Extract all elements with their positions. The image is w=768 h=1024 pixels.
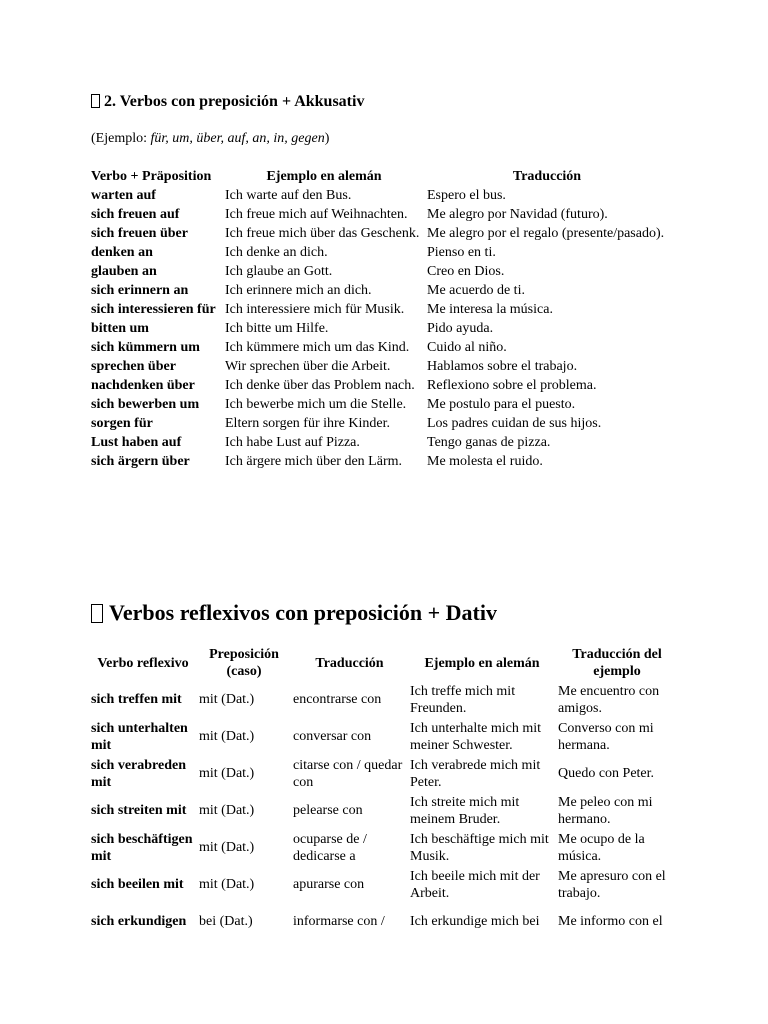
- table-cell: Ich denke über das Problem nach.: [225, 378, 415, 393]
- table-cell: warten auf: [91, 188, 156, 203]
- table-row: [89, 755, 678, 792]
- table-cell: Pienso en ti.: [427, 245, 496, 260]
- table-cell: mit (Dat.): [199, 803, 255, 818]
- table-cell: Ich bewerbe mich um die Stelle.: [225, 397, 407, 412]
- table-cell: Converso con mi hermana.: [558, 720, 654, 753]
- table-cell: Eltern sorgen für ihre Kinder.: [225, 416, 390, 431]
- table-row: [89, 281, 669, 300]
- table-cell: Ich unterhalte mich mit meiner Schwester.: [410, 720, 542, 753]
- table-cell: sich freuen auf: [91, 207, 180, 222]
- table-cell: Ich glaube an Gott.: [225, 264, 333, 279]
- table-cell: Ich warte auf den Bus.: [225, 188, 352, 203]
- column-header: Traducción del ejemplo: [572, 647, 662, 679]
- table-cell: Tengo ganas de pizza.: [427, 435, 551, 450]
- table-cell: Ich ärgere mich über den Lärm.: [225, 454, 402, 469]
- table-row: [89, 357, 669, 376]
- table-cell: sprechen über: [91, 359, 176, 374]
- table-cell: Me encuentro con amigos.: [558, 683, 660, 716]
- table-cell: denken an: [91, 245, 153, 260]
- table-cell: Ich freue mich über das Geschenk.: [225, 226, 420, 241]
- table-cell: Me alegro por el regalo (presente/pasado).: [427, 226, 665, 241]
- table-cell: Ich erkundige mich bei: [410, 914, 540, 929]
- section-dativ-heading: [91, 600, 497, 626]
- table-cell: ocuparse de / dedicarse a: [293, 831, 367, 864]
- missing-glyph-icon: [91, 604, 103, 623]
- table-cell: Ich denke an dich.: [225, 245, 328, 260]
- table-cell: Ich beschäftige mich mit Musik.: [410, 831, 549, 864]
- section-akkusativ-title: 2. Verbos con preposición + Akkusativ: [104, 93, 365, 110]
- table-cell: mit (Dat.): [199, 840, 255, 855]
- table-row: [89, 186, 669, 205]
- table-row: [89, 243, 669, 262]
- table-row: [89, 681, 678, 718]
- column-header: Preposición (caso): [209, 647, 279, 679]
- table-cell: sich kümmern um: [91, 340, 200, 355]
- table-cell: mit (Dat.): [199, 729, 255, 744]
- table-cell: Los padres cuidan de sus hijos.: [427, 416, 602, 431]
- table-row: [89, 300, 669, 319]
- table-row: [89, 224, 669, 243]
- table-cell: Me informo con el: [558, 914, 663, 929]
- column-header: Verbo + Präposition: [91, 169, 212, 184]
- table-cell: Me apresuro con el trabajo.: [558, 868, 666, 901]
- table-cell: Ich beeile mich mit der Arbeit.: [410, 868, 540, 901]
- example-prepositions: (Ejemplo: für, um, über, auf, an, in, gegen): [91, 131, 330, 146]
- table-row: [89, 338, 669, 357]
- table-header-row: [89, 645, 678, 681]
- table-cell: sich interessieren für: [91, 302, 216, 317]
- table-row: [89, 903, 678, 940]
- table-cell: bitten um: [91, 321, 149, 336]
- table-row: [89, 376, 669, 395]
- table-row: [89, 829, 678, 866]
- table-cell: Me interesa la música.: [427, 302, 553, 317]
- column-header: Traducción: [315, 655, 384, 671]
- table-cell: Ich verabrede mich mit Peter.: [410, 757, 541, 790]
- table-cell: pelearse con: [293, 803, 363, 818]
- table-row: [89, 866, 678, 903]
- table-cell: mit (Dat.): [199, 877, 255, 892]
- akkusativ-table: [89, 167, 669, 471]
- table-cell: Ich streite mich mit meinem Bruder.: [410, 794, 520, 827]
- table-cell: sich unterhalten mit: [91, 720, 188, 753]
- table-row: [89, 205, 669, 224]
- table-cell: Pido ayuda.: [427, 321, 494, 336]
- table-cell: sorgen für: [91, 416, 153, 431]
- table-cell: Me molesta el ruido.: [427, 454, 543, 469]
- table-cell: sich streiten mit: [91, 803, 187, 818]
- table-cell: sich erinnern an: [91, 283, 189, 298]
- table-cell: Reflexiono sobre el problema.: [427, 378, 597, 393]
- table-cell: Me peleo con mi hermano.: [558, 794, 653, 827]
- table-row: [89, 319, 669, 338]
- table-cell: mit (Dat.): [199, 692, 255, 707]
- table-cell: Creo en Dios.: [427, 264, 505, 279]
- table-cell: Wir sprechen über die Arbeit.: [225, 359, 391, 374]
- table-cell: Me postulo para el puesto.: [427, 397, 576, 412]
- table-cell: Ich interessiere mich für Musik.: [225, 302, 405, 317]
- table-row: [89, 395, 669, 414]
- table-cell: Ich kümmere mich um das Kind.: [225, 340, 410, 355]
- table-header-row: [89, 167, 669, 186]
- table-cell: Me alegro por Navidad (futuro).: [427, 207, 608, 222]
- column-header: Traducción: [512, 169, 582, 184]
- table-cell: informarse con /: [293, 914, 385, 929]
- table-cell: sich treffen mit: [91, 692, 182, 707]
- column-header: Verbo reflexivo: [97, 655, 189, 671]
- dativ-table: [89, 645, 678, 940]
- table-row: [89, 262, 669, 281]
- table-cell: Lust haben auf: [91, 435, 182, 450]
- table-cell: Ich treffe mich mit Freunden.: [410, 683, 516, 716]
- table-cell: glauben an: [91, 264, 157, 279]
- table-cell: Ich freue mich auf Weihnachten.: [225, 207, 408, 222]
- table-cell: conversar con: [293, 729, 372, 744]
- table-cell: Ich erinnere mich an dich.: [225, 283, 372, 298]
- table-row: [89, 718, 678, 755]
- column-header: Ejemplo en alemán: [424, 655, 540, 671]
- table-row: [89, 452, 669, 471]
- table-cell: Quedo con Peter.: [558, 766, 655, 781]
- table-cell: encontrarse con: [293, 692, 382, 707]
- table-row: [89, 433, 669, 452]
- table-cell: citarse con / quedar con: [293, 757, 403, 790]
- table-cell: Hablamos sobre el trabajo.: [427, 359, 578, 374]
- table-cell: Me acuerdo de ti.: [427, 283, 525, 298]
- table-cell: sich freuen über: [91, 226, 188, 241]
- table-cell: Ich bitte um Hilfe.: [225, 321, 329, 336]
- table-cell: Ich habe Lust auf Pizza.: [225, 435, 360, 450]
- table-cell: bei (Dat.): [199, 914, 253, 929]
- table-cell: sich bewerben um: [91, 397, 200, 412]
- table-cell: mit (Dat.): [199, 766, 255, 781]
- section-dativ-title: Verbos reflexivos con preposición + Dativ: [109, 600, 497, 625]
- table-cell: sich ärgern über: [91, 454, 190, 469]
- table-cell: Espero el bus.: [427, 188, 506, 203]
- table-row: [89, 792, 678, 829]
- missing-glyph-icon: [91, 94, 100, 108]
- table-cell: sich beeilen mit: [91, 877, 184, 892]
- section-akkusativ-heading: [91, 93, 364, 111]
- table-cell: Cuido al niño.: [427, 340, 507, 355]
- column-header: Ejemplo en alemán: [266, 169, 382, 184]
- table-cell: sich beschäftigen mit: [91, 831, 193, 864]
- table-cell: nachdenken über: [91, 378, 195, 393]
- table-cell: sich erkundigen: [91, 914, 187, 929]
- table-cell: Me ocupo de la música.: [558, 831, 645, 864]
- table-row: [89, 414, 669, 433]
- table-cell: apurarse con: [293, 877, 365, 892]
- table-cell: sich verabreden mit: [91, 757, 187, 790]
